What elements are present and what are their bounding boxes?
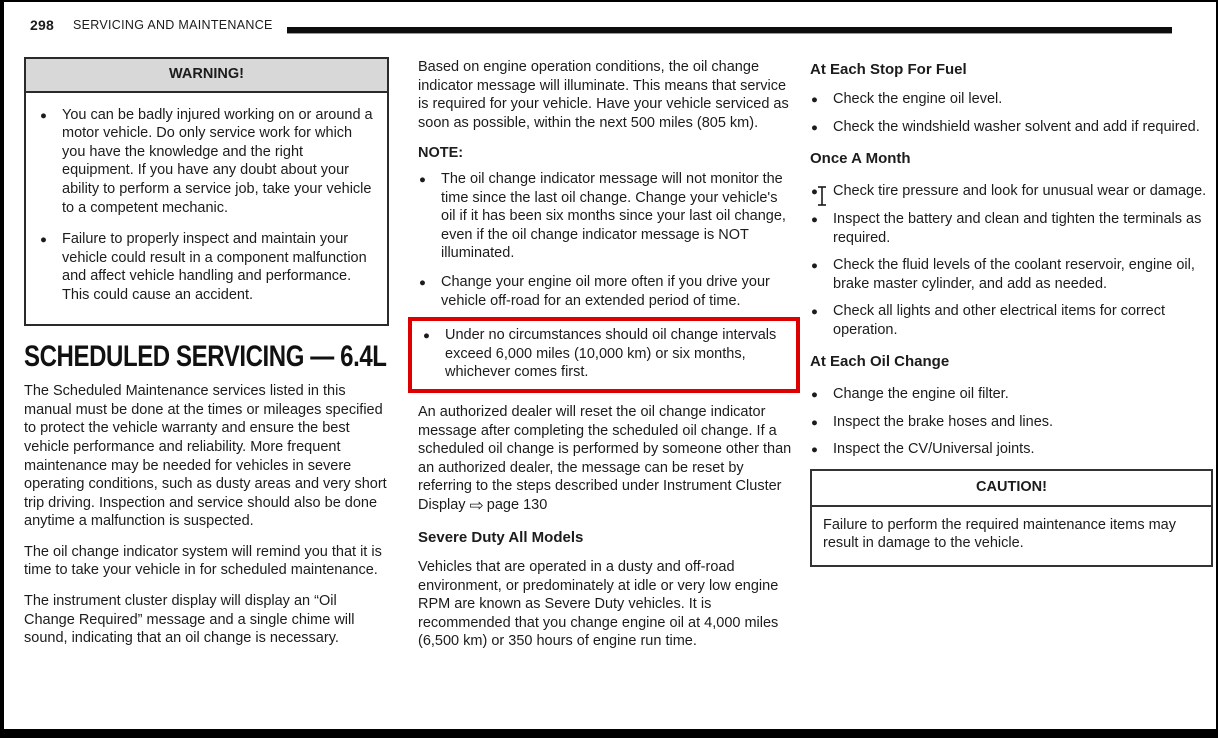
highlighted-bullet: ● Under no circumstances should oil change intervals exceed 6,000 miles (10,000 km) or six months, whichever comes first. — [422, 326, 792, 382]
page-number: 298 — [30, 17, 54, 33]
paragraph: The Scheduled Maintenance services listed in this manual must be done at the times or mileages specified to protect the vehicle warranty and ensure the best vehicle performance and reliability. More frequent maintenance may be needed for vehicles in severe operating conditions, such as dusty areas and very short trip driving. Inspection and service should also be done anytime a malfunction is suspected. — [24, 383, 387, 530]
subheading-severe-duty: Severe Duty All Models — [418, 529, 584, 547]
paragraph: Vehicles that are operated in a dusty and off-road environment, or predominately at idle or very low engine RPM are known as Severe Duty vehicles. It is recommended that you change engine oil at 4,000 miles (6,500 km) or 350 hours of engine run time. — [418, 559, 779, 650]
note-label: NOTE: — [418, 145, 464, 162]
list-item: ● Inspect the brake hoses and lines. — [810, 413, 1213, 432]
paragraph: The instrument cluster display will display an “Oil Change Required” message and a single chime will sound, indicating that an oil change is necessary. — [24, 593, 355, 647]
subheading-each-oil-change: At Each Oil Change — [810, 352, 950, 370]
middle-column — [418, 58, 794, 663]
list-item: ● Inspect the CV/Universal joints. — [810, 440, 1213, 459]
warning-box-body — [26, 93, 387, 324]
warning-box — [24, 57, 389, 326]
section-heading-scheduled-servicing: SCHEDULED SERVICING — 6.4L — [24, 339, 387, 373]
page-border-bottom — [0, 729, 1218, 738]
page-link-arrow-icon: ⇨ — [469, 495, 484, 516]
warning-bullet: ● Failure to properly inspect and maintain your vehicle could result in a component malfunction and affect vehicle handling and performance. This could cause an accident. — [39, 230, 375, 304]
text-cursor-icon — [816, 185, 828, 207]
note-bullet: ● Change your engine oil more often if you drive your vehicle off-road for an extended period of time. — [418, 273, 794, 310]
warning-box-title: WARNING! — [26, 59, 387, 93]
subheading-each-stop-for-fuel: At Each Stop For Fuel — [810, 61, 967, 78]
chapter-title: SERVICING AND MAINTENANCE — [73, 18, 273, 32]
reset-text: An authorized dealer will reset the oil change indicator message after completing the scheduled oil change. If a scheduled oil change is performed by someone other than an authorized dealer, the message can be reset by referring to the steps described under Instrument Cluster Display — [418, 403, 792, 513]
page-border-left — [0, 0, 4, 738]
header-rule — [287, 27, 1172, 33]
caution-box-title: CAUTION! — [812, 471, 1211, 507]
right-column — [810, 58, 1213, 567]
warning-bullet: ● You can be badly injured working on or around a motor vehicle. Do only service work for which you have the knowledge and the right equipment. If you have any doubt about your ability to perform a service job, take your vehicle to a competent mechanic. — [39, 106, 375, 218]
list-item: ● Check the windshield washer solvent and add if required. — [810, 118, 1213, 137]
page-reference-link[interactable]: page 130 — [486, 496, 548, 513]
paragraph: The oil change indicator system will remind you that it is time to take your vehicle in for scheduled maintenance. — [24, 543, 382, 579]
annotation-highlight-box — [408, 317, 800, 393]
subheading-once-a-month: Once A Month — [810, 149, 911, 167]
paragraph-reset — [418, 403, 794, 516]
caution-box — [810, 469, 1213, 567]
list-item: ● Inspect the battery and clean and tighten the terminals as required. — [810, 210, 1213, 247]
list-item: ● Check all lights and other electrical items for correct operation. — [810, 302, 1213, 339]
left-column — [24, 57, 389, 660]
list-item: ● Change the engine oil filter. — [810, 385, 1213, 404]
caution-box-body: Failure to perform the required maintenance items may result in damage to the vehicle. — [823, 516, 1176, 552]
list-item: ● Check tire pressure and look for unusual wear or damage. — [810, 182, 1213, 201]
list-item: ● Check the engine oil level. — [810, 90, 1213, 109]
page-border-top — [0, 0, 1218, 2]
list-item: ● Check the fluid levels of the coolant reservoir, engine oil, brake master cylinder, and add as needed. — [810, 256, 1213, 293]
note-bullet: ● The oil change indicator message will not monitor the time since the last oil change. Change your vehicle's oil if it has been six months since your last oil change, even if the oil change indicator message is NOT illuminated. — [418, 170, 794, 263]
paragraph: Based on engine operation conditions, the oil change indicator message will illuminate. This means that service is required for your vehicle. Have your vehicle serviced as soon as possible, within the next 500 miles (805 km). — [418, 59, 789, 131]
